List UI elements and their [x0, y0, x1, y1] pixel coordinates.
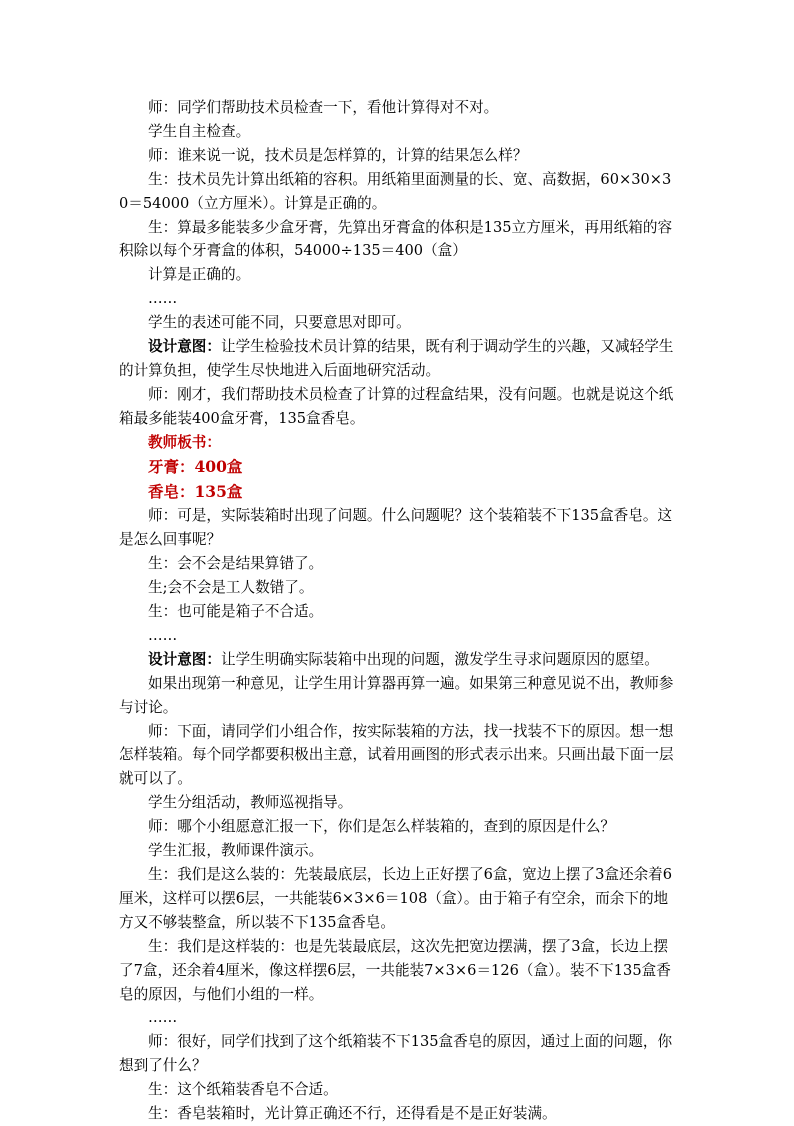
paragraph [119, 791, 679, 815]
paragraph-text: 让学生明确实际装箱中出现的问题，激发学生寻求问题原因的愿望。 [220, 650, 659, 668]
paragraph-text: 师：刚才，我们帮助技术员检查了计算的过程盒结果，没有问题。也就是说这个纸箱最多能装400盒牙膏，135盒香皂。 [119, 385, 674, 427]
paragraph [119, 1006, 679, 1030]
paragraph [119, 624, 679, 648]
paragraph-text: 生：这个纸箱装香皂不合适。 [148, 1081, 338, 1099]
paragraph-text: 生：香皂装箱时，光计算正确还不行，还得看是不是正好装满。 [148, 1105, 557, 1123]
paragraph [119, 672, 679, 720]
paragraph [119, 144, 679, 168]
paragraph-text: 让学生检验技术员计算的结果，既有利于调动学生的兴趣，又减轻学生的计算负担，使学生尽快地进入后面地研究活动。 [119, 338, 674, 379]
paragraph-text: 生：技术员先计算出纸箱的容积。用纸箱里面测量的长、宽、高数据，60×30×30＝54000（立方厘米）。计算是正确的。 [119, 170, 672, 212]
paragraph-text: …… [148, 1009, 178, 1027]
paragraph-text: 师：谁来说一说，技术员是怎样算的，计算的结果怎么样？ [148, 146, 528, 164]
paragraph [119, 863, 679, 935]
paragraph [119, 504, 679, 552]
design-intent-label: 设计意图： [148, 338, 221, 356]
paragraph [119, 935, 679, 1007]
paragraph [119, 815, 679, 839]
design-intent-label: 设计意图： [148, 650, 221, 668]
paragraph-text: 生;会不会是工人数错了。 [148, 579, 314, 597]
paragraph-text: 学生分组活动，教师巡视指导。 [148, 794, 353, 812]
paragraph-text: 师：很好，同学们找到了这个纸箱装不下135盒香皂的原因，通过上面的问题，你想到了什么？ [119, 1033, 673, 1075]
paragraph [119, 600, 679, 624]
paragraph-text: 如果出现第一种意见，让学生用计算器再算一遍。如果第三种意见说不出，教师参与讨论。 [119, 674, 674, 716]
paragraph [119, 839, 679, 863]
paragraph [119, 216, 679, 264]
paragraph-text: 生：也可能是箱子不合适。 [148, 603, 324, 621]
paragraph [119, 383, 679, 431]
paragraph-text: …… [148, 626, 178, 644]
board-heading: 教师板书： [148, 433, 221, 451]
paragraph [119, 335, 679, 383]
paragraph-text: 生：算最多能装多少盒牙膏，先算出牙膏盒的体积是135立方厘米，再用纸箱的容积除以每个牙膏盒的体积，54000÷135＝400（盒） [119, 218, 673, 260]
paragraph [119, 168, 679, 216]
paragraph-text: 生：我们是这样装的：也是先装最底层，这次先把宽边摆满，摆了3盒，长边上摆了7盒，还余着4厘米，像这样摆6层，一共能装7×3×6＝126（盒）。装不下135盒香皂的原因，与他们小组的一样。 [119, 937, 671, 1003]
paragraph [119, 96, 679, 120]
paragraph [119, 455, 679, 480]
paragraph-text: 学生自主检查。 [148, 122, 251, 140]
paragraph [119, 287, 679, 311]
paragraph-text: 师：可是，实际装箱时出现了问题。什么问题呢？这个装箱装不下135盒香皂。这是怎么回事呢？ [119, 507, 673, 549]
board-item: 牙膏：400盒 [148, 456, 243, 476]
board-item: 香皂：135盒 [148, 481, 243, 501]
paragraph [119, 431, 679, 455]
paragraph-text: 师：同学们帮助技术员检查一下，看他计算得对不对。 [148, 99, 499, 116]
paragraph [119, 1102, 679, 1126]
paragraph [119, 120, 679, 144]
paragraph-text: 学生汇报，教师课件演示。 [148, 842, 324, 860]
paragraph-text: 师：哪个小组愿意汇报一下，你们是怎么样装箱的，查到的原因是什么？ [148, 818, 616, 836]
paragraph-text: …… [148, 290, 178, 308]
paragraph [119, 480, 679, 505]
paragraph [119, 1078, 679, 1102]
document-body [119, 96, 679, 1126]
paragraph-text: 生：会不会是结果算错了。 [148, 555, 324, 573]
paragraph [119, 311, 679, 335]
paragraph [119, 1030, 679, 1078]
paragraph-text: 生：我们是这么装的：先装最底层，长边上正好摆了6盒，宽边上摆了3盒还余着6厘米，这样可以摆6层，一共能装6×3×6＝108（盒）。由于箱子有空余，而余下的地方又不够装整盒，所以装不下135盒香皂。 [119, 866, 673, 931]
paragraph [119, 552, 679, 576]
paragraph [119, 263, 679, 287]
paragraph-text: 学生的表述可能不同，只要意思对即可。 [148, 314, 411, 332]
paragraph [119, 720, 679, 792]
paragraph-text: 师：下面，请同学们小组合作，按实际装箱的方法，找一找装不下的原因。想一想怎样装箱。每个同学都要积极出主意，试着用画图的形式表示出来。只画出最下面一层就可以了。 [119, 722, 674, 788]
paragraph-text: 计算是正确的。 [148, 266, 251, 284]
paragraph [119, 648, 679, 672]
paragraph [119, 576, 679, 600]
